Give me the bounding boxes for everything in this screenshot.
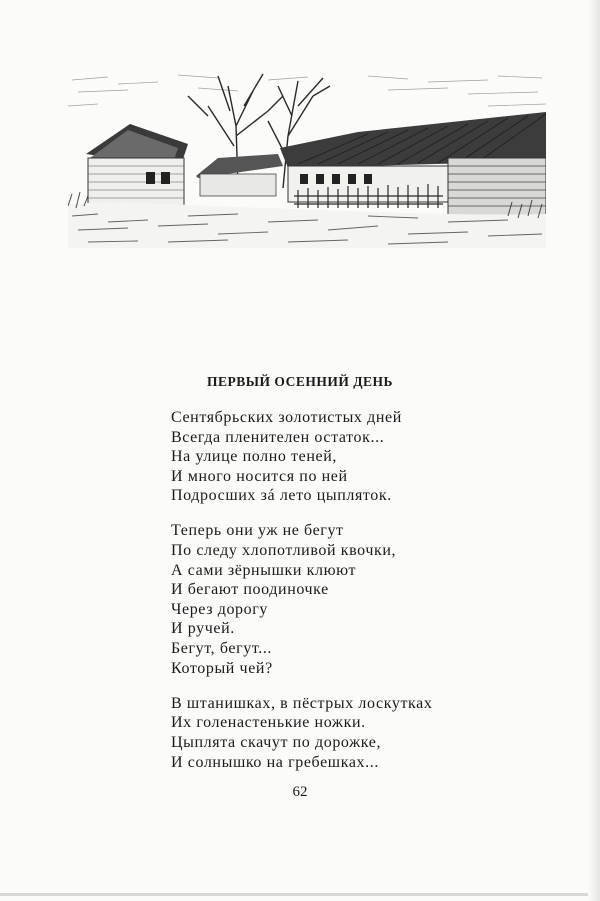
stanza-1 bbox=[171, 408, 531, 506]
left-house bbox=[86, 124, 188, 206]
poem-line: Теперь они уж не бегут bbox=[171, 522, 344, 540]
poem-line: По следу хлопотливой квочки, bbox=[171, 542, 397, 560]
page-number: 62 bbox=[292, 784, 308, 800]
poem-line: Сентябрьских золотистых дней bbox=[171, 409, 402, 426]
page-right-edge bbox=[588, 0, 600, 901]
poem-line: Бегут, бегут... bbox=[171, 640, 273, 658]
distant-house bbox=[196, 154, 283, 196]
poem-line: Цыплята скачут по дорожке, bbox=[171, 733, 382, 751]
poem-line: И ручей. bbox=[171, 620, 235, 638]
poem-body bbox=[171, 408, 531, 788]
stanza-3 bbox=[171, 694, 531, 772]
poem-line: Всегда пленителен остаток... bbox=[171, 428, 385, 446]
poem-line: Через дорогу bbox=[171, 600, 269, 618]
poem-line: А сами зёрнышки клюют bbox=[171, 561, 357, 579]
village-illustration bbox=[68, 66, 546, 248]
poem-line: Который чей? bbox=[171, 659, 273, 677]
poem-line: И солнышко на гребешках... bbox=[171, 753, 379, 771]
poem-line: И бегают поодиночке bbox=[171, 581, 329, 599]
poem-line: В штанишках, в пёстрых лоскутках bbox=[171, 694, 433, 712]
sky-hatching bbox=[68, 75, 546, 106]
stanza-2 bbox=[171, 521, 531, 678]
page-bottom-edge bbox=[0, 893, 600, 896]
poem-line: И много носится по ней bbox=[171, 467, 348, 485]
poem-line: Подросших зá лето цыпляток. bbox=[171, 487, 392, 505]
right-house bbox=[280, 112, 546, 218]
poem-title: ПЕРВЫЙ ОСЕННИЙ ДЕНЬ bbox=[207, 374, 393, 389]
poem-line: Их голенастенькие ножки. bbox=[171, 714, 366, 732]
poem-line: На улице полно теней, bbox=[171, 448, 337, 466]
